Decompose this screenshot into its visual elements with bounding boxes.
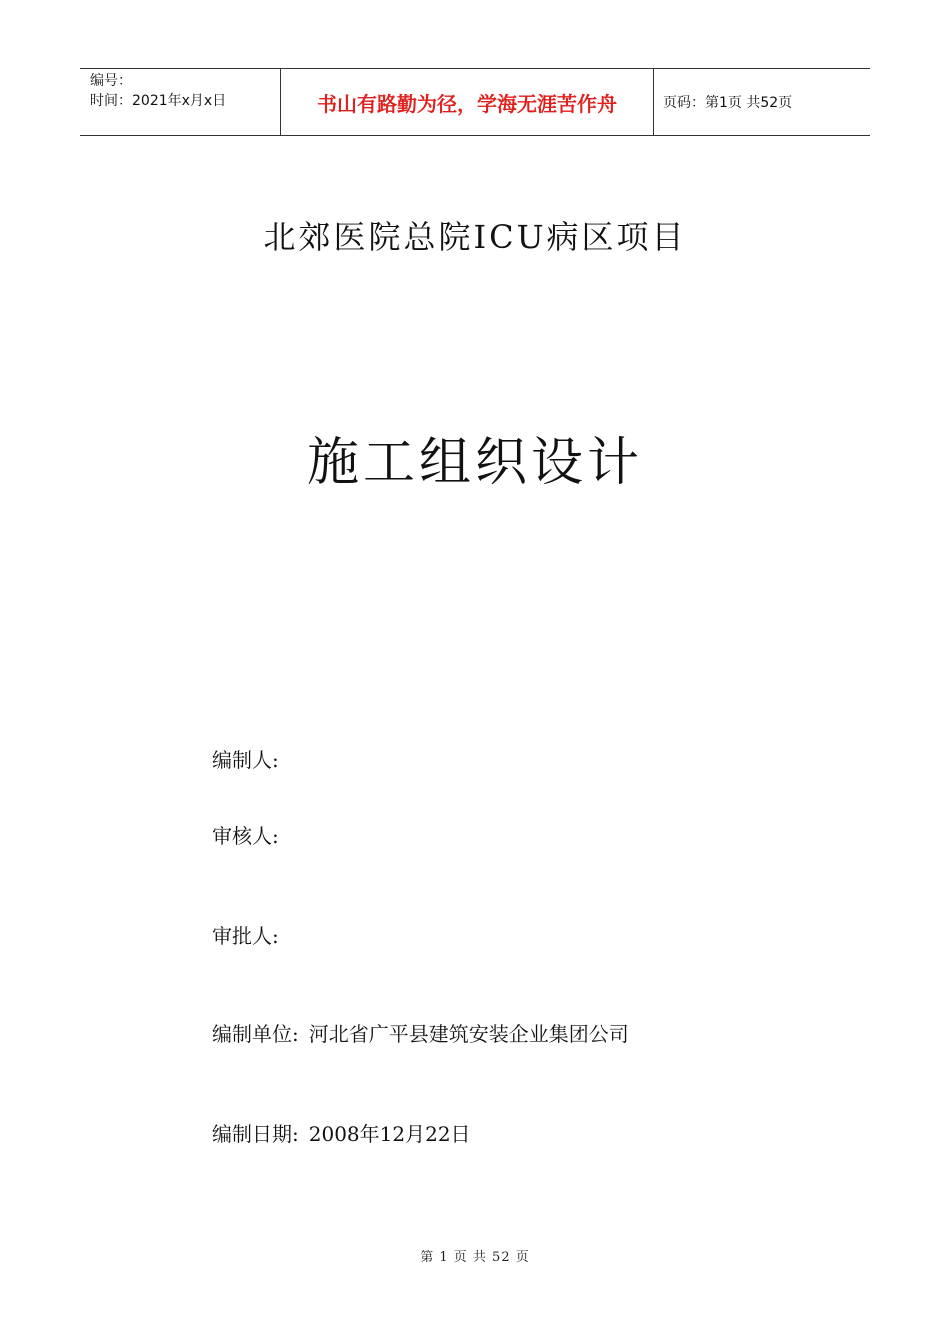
document-title: 北郊医院总院ICU病区项目 [263, 218, 687, 256]
header-table [80, 68, 870, 136]
unit-label: 编制单位: [212, 1022, 299, 1046]
header-motto-cell [281, 69, 654, 135]
approver-field [212, 920, 279, 949]
page-info-text: 页码：第1页 共52页 [663, 95, 793, 111]
document-number-label: 编号： [90, 73, 132, 89]
document-subtitle: 施工组织设计 [306, 433, 643, 493]
date-value: 2008年12月22日 [308, 1122, 471, 1146]
date-field [212, 1118, 471, 1147]
date-label: 编制日期: [212, 1122, 299, 1146]
header-meta-cell [80, 69, 281, 135]
document-time-label: 时间：2021年x月x日 [90, 93, 227, 109]
compiler-field [212, 744, 279, 773]
reviewer-label: 审核人: [212, 824, 279, 848]
unit-field [212, 1018, 629, 1047]
motto-text: 书山有路勤为径，学海无涯苦作舟 [317, 91, 617, 116]
reviewer-field [212, 820, 279, 849]
compiler-label: 编制人: [212, 748, 279, 772]
approver-label: 审批人: [212, 924, 279, 948]
page-footer: 第 1 页 共 52 页 [420, 1250, 530, 1265]
header-page-cell [654, 69, 870, 135]
unit-value: 河北省广平县建筑安装企业集团公司 [308, 1022, 629, 1046]
